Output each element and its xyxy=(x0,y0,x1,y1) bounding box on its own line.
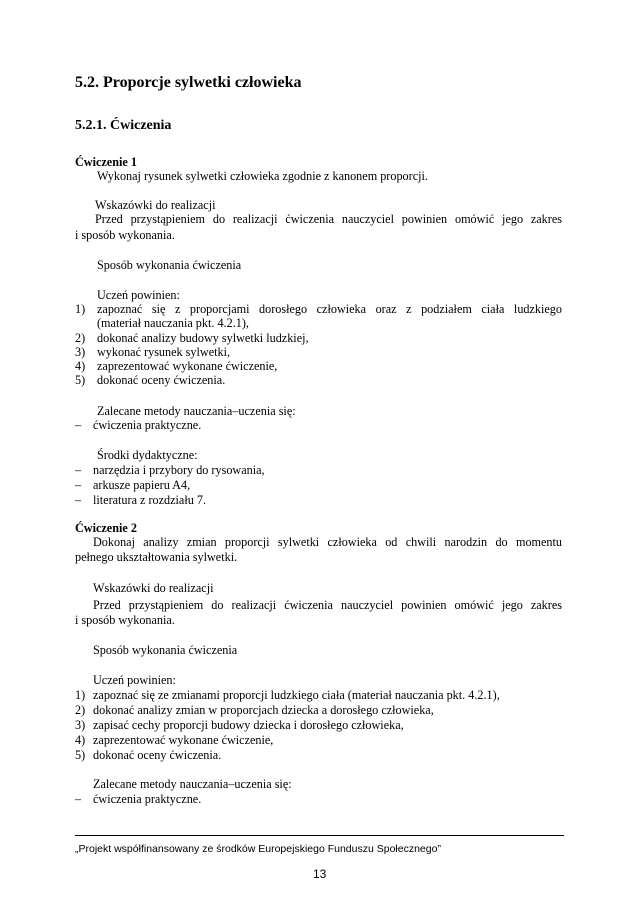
step-number: 2) xyxy=(75,703,86,717)
exercise-1-hints-line1: Przed przystąpieniem do realizacji ćwiczenia nauczyciel powinien omówić jego zakres xyxy=(95,212,562,226)
dash-bullet: – xyxy=(75,493,82,507)
step-number: 5) xyxy=(75,373,86,387)
aid-item: narzędzia i przybory do rysowania, xyxy=(93,463,265,477)
subsection-title: 5.2.1. Ćwiczenia xyxy=(75,118,172,133)
exercise-1-aids-heading: Środki dydaktyczne: xyxy=(97,448,198,462)
step-text: dokonać analizy budowy sylwetki ludzkiej, xyxy=(97,331,309,345)
step-number: 1) xyxy=(75,688,86,702)
section-title: 5.2. Proporcje sylwetki człowieka xyxy=(75,74,302,91)
exercise-1-title: Ćwiczenie 1 xyxy=(75,155,137,169)
dash-bullet: – xyxy=(75,478,82,492)
dash-bullet: – xyxy=(75,463,82,477)
exercise-1-hints-line2: i sposób wykonania. xyxy=(75,228,175,242)
exercise-2-title: Ćwiczenie 2 xyxy=(75,521,137,535)
step-text: zapoznać się z proporcjami dorosłego człowieka oraz z podziałem ciała ludzkiego xyxy=(97,302,562,316)
exercise-2-methods-heading: Zalecane metody nauczania–uczenia się: xyxy=(93,777,292,791)
step-text: zapisać cechy proporcji budowy dziecka i dorosłego człowieka, xyxy=(93,718,404,732)
footer-text: „Projekt współfinansowany ze środków Europejskiego Funduszu Społecznego” xyxy=(75,843,441,855)
exercise-1-method-heading: Sposób wykonania ćwiczenia xyxy=(97,258,242,272)
step-text: zaprezentować wykonane ćwiczenie, xyxy=(93,733,274,747)
aid-item: arkusze papieru A4, xyxy=(93,478,191,492)
exercise-2-task-line2: pełnego ukształtowania sylwetki. xyxy=(75,550,238,564)
step-text: zaprezentować wykonane ćwiczenie, xyxy=(97,359,278,373)
exercise-2-method-heading: Sposób wykonania ćwiczenia xyxy=(93,643,238,657)
exercise-2-hints-heading: Wskazówki do realizacji xyxy=(93,581,214,595)
step-text: wykonać rysunek sylwetki, xyxy=(97,345,231,359)
method-item: ćwiczenia praktyczne. xyxy=(93,418,202,432)
dash-bullet: – xyxy=(75,418,82,432)
step-text: dokonać analizy zmian w proporcjach dziecka a dorosłego człowieka, xyxy=(93,703,434,717)
step-text: dokonać oceny ćwiczenia. xyxy=(93,748,222,762)
exercise-2-task-line1: Dokonaj analizy zmian proporcji sylwetki człowieka od chwili narodzin do momentu xyxy=(93,535,562,549)
step-number: 1) xyxy=(75,302,86,316)
dash-bullet: – xyxy=(75,792,82,806)
footer-divider xyxy=(75,835,564,836)
step-text: zapoznać się ze zmianami proporcji ludzkiego ciała (materiał nauczania pkt. 4.2.1), xyxy=(93,688,500,702)
exercise-1-methods-heading: Zalecane metody nauczania–uczenia się: xyxy=(97,404,296,418)
method-item: ćwiczenia praktyczne. xyxy=(93,792,202,806)
step-text-continued: (materiał nauczania pkt. 4.2.1), xyxy=(97,316,249,330)
step-number: 5) xyxy=(75,748,86,762)
step-number: 4) xyxy=(75,733,86,747)
exercise-2-hints-line1: Przed przystąpieniem do realizacji ćwiczenia nauczyciel powinien omówić jego zakres xyxy=(93,598,562,612)
exercise-1-hints-heading: Wskazówki do realizacji xyxy=(95,198,216,212)
step-number: 3) xyxy=(75,345,86,359)
exercise-1-task: Wykonaj rysunek sylwetki człowieka zgodnie z kanonem proporcji. xyxy=(97,169,428,183)
step-number: 2) xyxy=(75,331,86,345)
exercise-2-hints-line2: i sposób wykonania. xyxy=(75,613,175,627)
exercise-1-student-heading: Uczeń powinien: xyxy=(97,288,180,302)
step-number: 3) xyxy=(75,718,86,732)
aid-item: literatura z rozdziału 7. xyxy=(93,493,207,507)
exercise-2-student-heading: Uczeń powinien: xyxy=(93,673,176,687)
step-number: 4) xyxy=(75,359,86,373)
page-number: 13 xyxy=(313,867,327,881)
step-text: dokonać oceny ćwiczenia. xyxy=(97,373,226,387)
